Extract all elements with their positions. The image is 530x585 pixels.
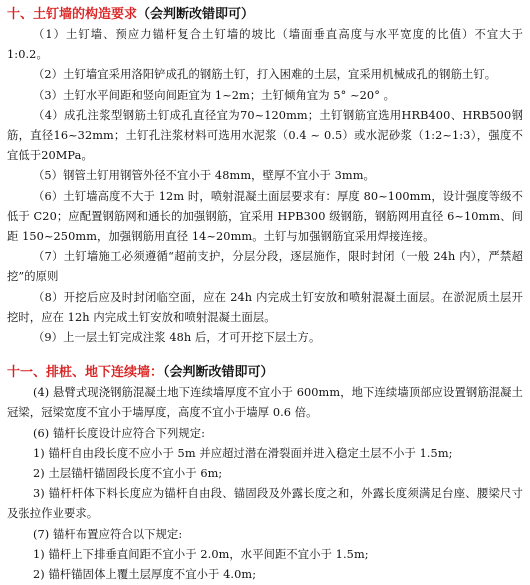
paragraph: （5）钢管土钉用钢管外径不宜小于 48mm，壁厚不宜小于 3mm。 <box>33 169 375 183</box>
section-heading-pile-wall <box>7 362 523 383</box>
section-title-note: （会判断改错即可） <box>137 7 255 22</box>
section-title: 十一、排桩、地下连续墙： <box>7 365 164 381</box>
paragraph: （2）土钉墙宜采用洛阳铲成孔的钢筋土钉，打入困难的土层，宜采用机械成孔的钢筋土钉。 <box>33 68 497 82</box>
paragraph: 2) 锚杆锚固体上覆土层厚度不宜小于 4.0m; <box>33 568 257 582</box>
paragraph: （1）土钉墙、预应力锚杆复合土钉墙的坡比（墙面垂直高度与水平宽度的比值）不宜大于1:0.2。 <box>7 28 523 62</box>
paragraph: （7）土钉墙施工必须遵循“超前支护，分层分段，逐层施作，限时封闭（一般 24h 内），严禁超挖”的原则 <box>7 250 523 284</box>
section-title-note: （会判断改错即可） <box>163 365 274 381</box>
paragraph: 1) 锚杆自由段长度不应小于 5m 并应超过潜在滑裂面并进入稳定土层不小于 1.5m; <box>33 446 453 460</box>
paragraph: 1) 锚杆上下排垂直间距不宜小于 2.0m，水平间距不宜小于 1.5m; <box>33 547 369 561</box>
paragraph: （4）成孔注浆型钢筋土钉成孔直径宜为70~120mm；土钉钢筋宜选用HRB400、HRB500钢筋，直径16~32mm；土钉孔注浆材料可选用水泥浆（0.4 ~ 0.5）或水泥砂浆（1:2~1:3），强度不宜低于20MPa。 <box>7 108 523 163</box>
paragraph: （6）土钉墙高度不大于 12m 时，喷射混凝土面层要求有：厚度 80~100mm，设计强度等级不低于 C20；应配置钢筋网和通长的加强钢筋，宜采用 HPB300 级钢筋，钢筋网用直径 6~10mm、间距 150~250mm，加强钢筋用直径 14~20mm。土钉与加强钢筋宜采用焊接连接。 <box>7 189 523 244</box>
paragraph: 2) 土层锚杆锚固段长度不宜小于 6m; <box>33 467 223 481</box>
section-heading-soil-nail-wall <box>7 4 523 25</box>
paragraph: （3）土钉水平间距和竖向间距宜为 1~2m；土钉倾角宜为 5° ~20° 。 <box>33 88 396 102</box>
paragraph: (7) 锚杆布置应符合以下规定: <box>33 527 183 541</box>
paragraph: 3) 锚杆杆体下料长度应为锚杆自由段、锚固段及外露长度之和，外露长度须满足台座、腰梁尺寸及张拉作业要求。 <box>7 487 523 521</box>
paragraph: （9）上一层土钉完成注浆 48h 后，才可开挖下层土方。 <box>33 331 321 345</box>
section-title: 十、土钉墙的构造要求 <box>7 7 138 22</box>
paragraph: (4) 悬臂式现浇钢筋混凝土地下连续墙厚度不宜小于 600mm，地下连续墙顶部应设置钢筋混凝土冠梁，冠梁宽度不宜小于墙厚度，高度不宜小于墙厚 0.6 倍。 <box>7 386 523 420</box>
paragraph: (6) 锚杆长度设计应符合下列规定: <box>33 426 206 440</box>
paragraph: （8）开挖后应及时封闭临空面，应在 24h 内完成土钉安放和喷射混凝土面层。在淤泥质土层开挖时，应在 12h 内完成土钉安放和喷射混凝土面层。 <box>7 290 523 324</box>
